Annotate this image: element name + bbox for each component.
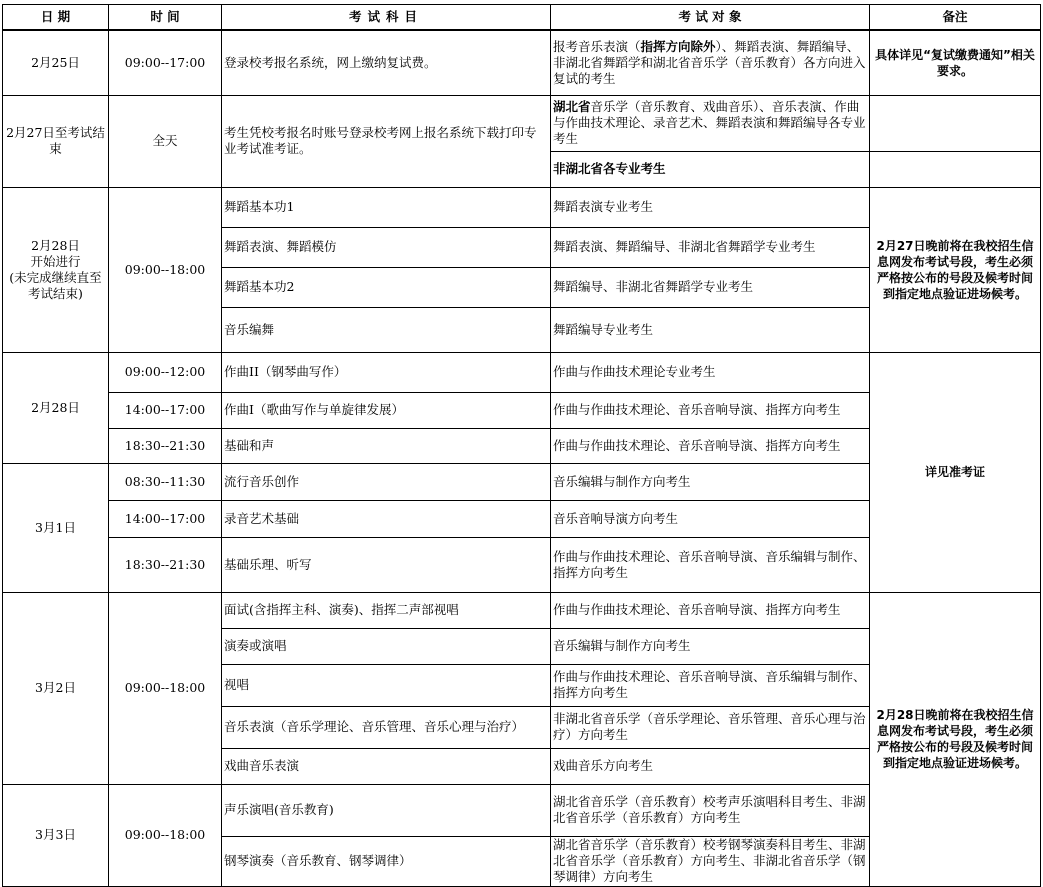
subject-cell: 流行音乐创作	[222, 463, 551, 500]
subject-cell: 音乐编舞	[222, 307, 551, 352]
header-row	[3, 5, 1041, 31]
target-cell: 作曲与作曲技术理论、音乐音响导演、音乐编辑与制作、指挥方向考生	[551, 537, 870, 592]
target-cell: 舞蹈编导专业考生	[551, 307, 870, 352]
subject-cell: 声乐演唱(音乐教育)	[222, 784, 551, 836]
subject-cell: 钢琴演奏（音乐教育、钢琴调律）	[222, 836, 551, 886]
header-target: 考 试 对 象	[551, 5, 870, 31]
target-cell: 湖北省音乐学（音乐教育）校考钢琴演奏科目考生、非湖北省音乐学（音乐教育）方向考生、非湖北省音乐学（钢琴调律）方向考生	[551, 836, 870, 886]
target-cell: 作曲与作曲技术理论、音乐音响导演、指挥方向考生	[551, 428, 870, 463]
time-cell: 14:00--17:00	[109, 500, 222, 537]
remark-cell-empty	[870, 95, 1041, 151]
time-cell: 09:00--18:00	[109, 592, 222, 784]
target-cell: 戏曲音乐方向考生	[551, 748, 870, 784]
time-cell: 18:30--21:30	[109, 537, 222, 592]
target-cell	[551, 151, 870, 187]
remark-cell: 2月28日晚前将在我校招生信息网发布考试号段，考生必须严格按公布的号段及候考时间到指定地点验证进场候考。	[870, 592, 1041, 886]
date-cell: 2月25日	[3, 30, 109, 95]
subject-cell: 录音艺术基础	[222, 500, 551, 537]
subject-cell: 面试(含指挥主科、演奏)、指挥二声部视唱	[222, 592, 551, 628]
subject-cell: 舞蹈表演、舞蹈模仿	[222, 227, 551, 267]
target-cell: 作曲与作曲技术理论专业考生	[551, 352, 870, 392]
time-cell: 18:30--21:30	[109, 428, 222, 463]
subject-cell: 考生凭校考报名时账号登录校考网上报名系统下载打印专业考试准考证。	[222, 95, 551, 187]
table-row	[3, 187, 1041, 227]
target-emphasis: 非湖北省各专业考生	[553, 161, 666, 176]
subject-cell: 作曲II（钢琴曲写作）	[222, 352, 551, 392]
target-cell: 作曲与作曲技术理论、音乐音响导演、指挥方向考生	[551, 392, 870, 428]
target-cell: 舞蹈表演、舞蹈编导、非湖北省舞蹈学专业考生	[551, 227, 870, 267]
subject-cell: 基础和声	[222, 428, 551, 463]
target-text: 报考音乐表演（	[553, 38, 641, 54]
table-row	[3, 95, 1041, 151]
remark-cell: 2月27日晚前将在我校招生信息网发布考试号段，考生必须严格按公布的号段及候考时间到指定地点验证进场候考。	[870, 187, 1041, 352]
remark-cell-empty	[870, 151, 1041, 187]
date-cell: 3月3日	[3, 784, 109, 886]
subject-cell: 音乐表演（音乐学理论、音乐管理、音乐心理与治疗）	[222, 706, 551, 748]
date-cell: 2月28日 开始进行 (未完成继续直至考试结束)	[3, 187, 109, 352]
target-cell: 非湖北省音乐学（音乐学理论、音乐管理、音乐心理与治疗）方向考生	[551, 706, 870, 748]
target-cell: 音乐音响导演方向考生	[551, 500, 870, 537]
exam-schedule-table	[2, 4, 1041, 887]
subject-cell: 演奏或演唱	[222, 628, 551, 664]
target-text: ）、舞蹈表演、舞蹈编导、非湖北省舞蹈学和湖北省音乐学（音乐教育）各方向进入复试的考生	[553, 38, 866, 86]
time-cell: 09:00--18:00	[109, 784, 222, 886]
time-cell: 09:00--12:00	[109, 352, 222, 392]
subject-cell: 戏曲音乐表演	[222, 748, 551, 784]
table-row	[3, 592, 1041, 628]
header-time: 时 间	[109, 5, 222, 31]
target-cell	[551, 95, 870, 151]
target-cell: 作曲与作曲技术理论、音乐音响导演、指挥方向考生	[551, 592, 870, 628]
target-emphasis: 湖北省	[553, 99, 591, 114]
subject-cell: 视唱	[222, 664, 551, 706]
target-cell: 音乐编辑与制作方向考生	[551, 628, 870, 664]
subject-cell: 登录校考报名系统，网上缴纳复试费。	[222, 30, 551, 95]
date-cell: 3月2日	[3, 592, 109, 784]
remark-cell: 详见准考证	[870, 352, 1041, 592]
time-cell: 全天	[109, 95, 222, 187]
subject-cell: 作曲I（歌曲写作与单旋律发展）	[222, 392, 551, 428]
time-cell: 09:00--17:00	[109, 30, 222, 95]
header-remarks: 备注	[870, 5, 1041, 31]
time-cell: 14:00--17:00	[109, 392, 222, 428]
subject-cell: 基础乐理、听写	[222, 537, 551, 592]
date-cell: 2月28日	[3, 352, 109, 463]
target-cell: 湖北省音乐学（音乐教育）校考声乐演唱科目考生、非湖北省音乐学（音乐教育）方向考生	[551, 784, 870, 836]
target-text: 音乐学（音乐教育、戏曲音乐）、音乐表演、作曲与作曲技术理论、录音艺术、舞蹈表演和舞蹈编导各专业考生	[553, 99, 866, 146]
time-cell: 08:30--11:30	[109, 463, 222, 500]
header-date: 日 期	[3, 5, 109, 31]
target-cell: 音乐编辑与制作方向考生	[551, 463, 870, 500]
subject-cell: 舞蹈基本功1	[222, 187, 551, 227]
target-cell: 舞蹈编导、非湖北省舞蹈学专业考生	[551, 267, 870, 307]
date-cell: 2月27日至考试结束	[3, 95, 109, 187]
subject-cell: 舞蹈基本功2	[222, 267, 551, 307]
target-emphasis: 指挥方向除外	[640, 38, 716, 54]
target-cell	[551, 30, 870, 95]
table-row	[3, 30, 1041, 95]
date-cell: 3月1日	[3, 463, 109, 592]
header-subject: 考试科目	[222, 5, 551, 31]
target-cell: 舞蹈表演专业考生	[551, 187, 870, 227]
target-cell: 作曲与作曲技术理论、音乐音响导演、音乐编辑与制作、指挥方向考生	[551, 664, 870, 706]
remark-cell: 具体详见“复试缴费通知”相关要求。	[870, 30, 1041, 95]
table-row	[3, 352, 1041, 392]
time-cell: 09:00--18:00	[109, 187, 222, 352]
